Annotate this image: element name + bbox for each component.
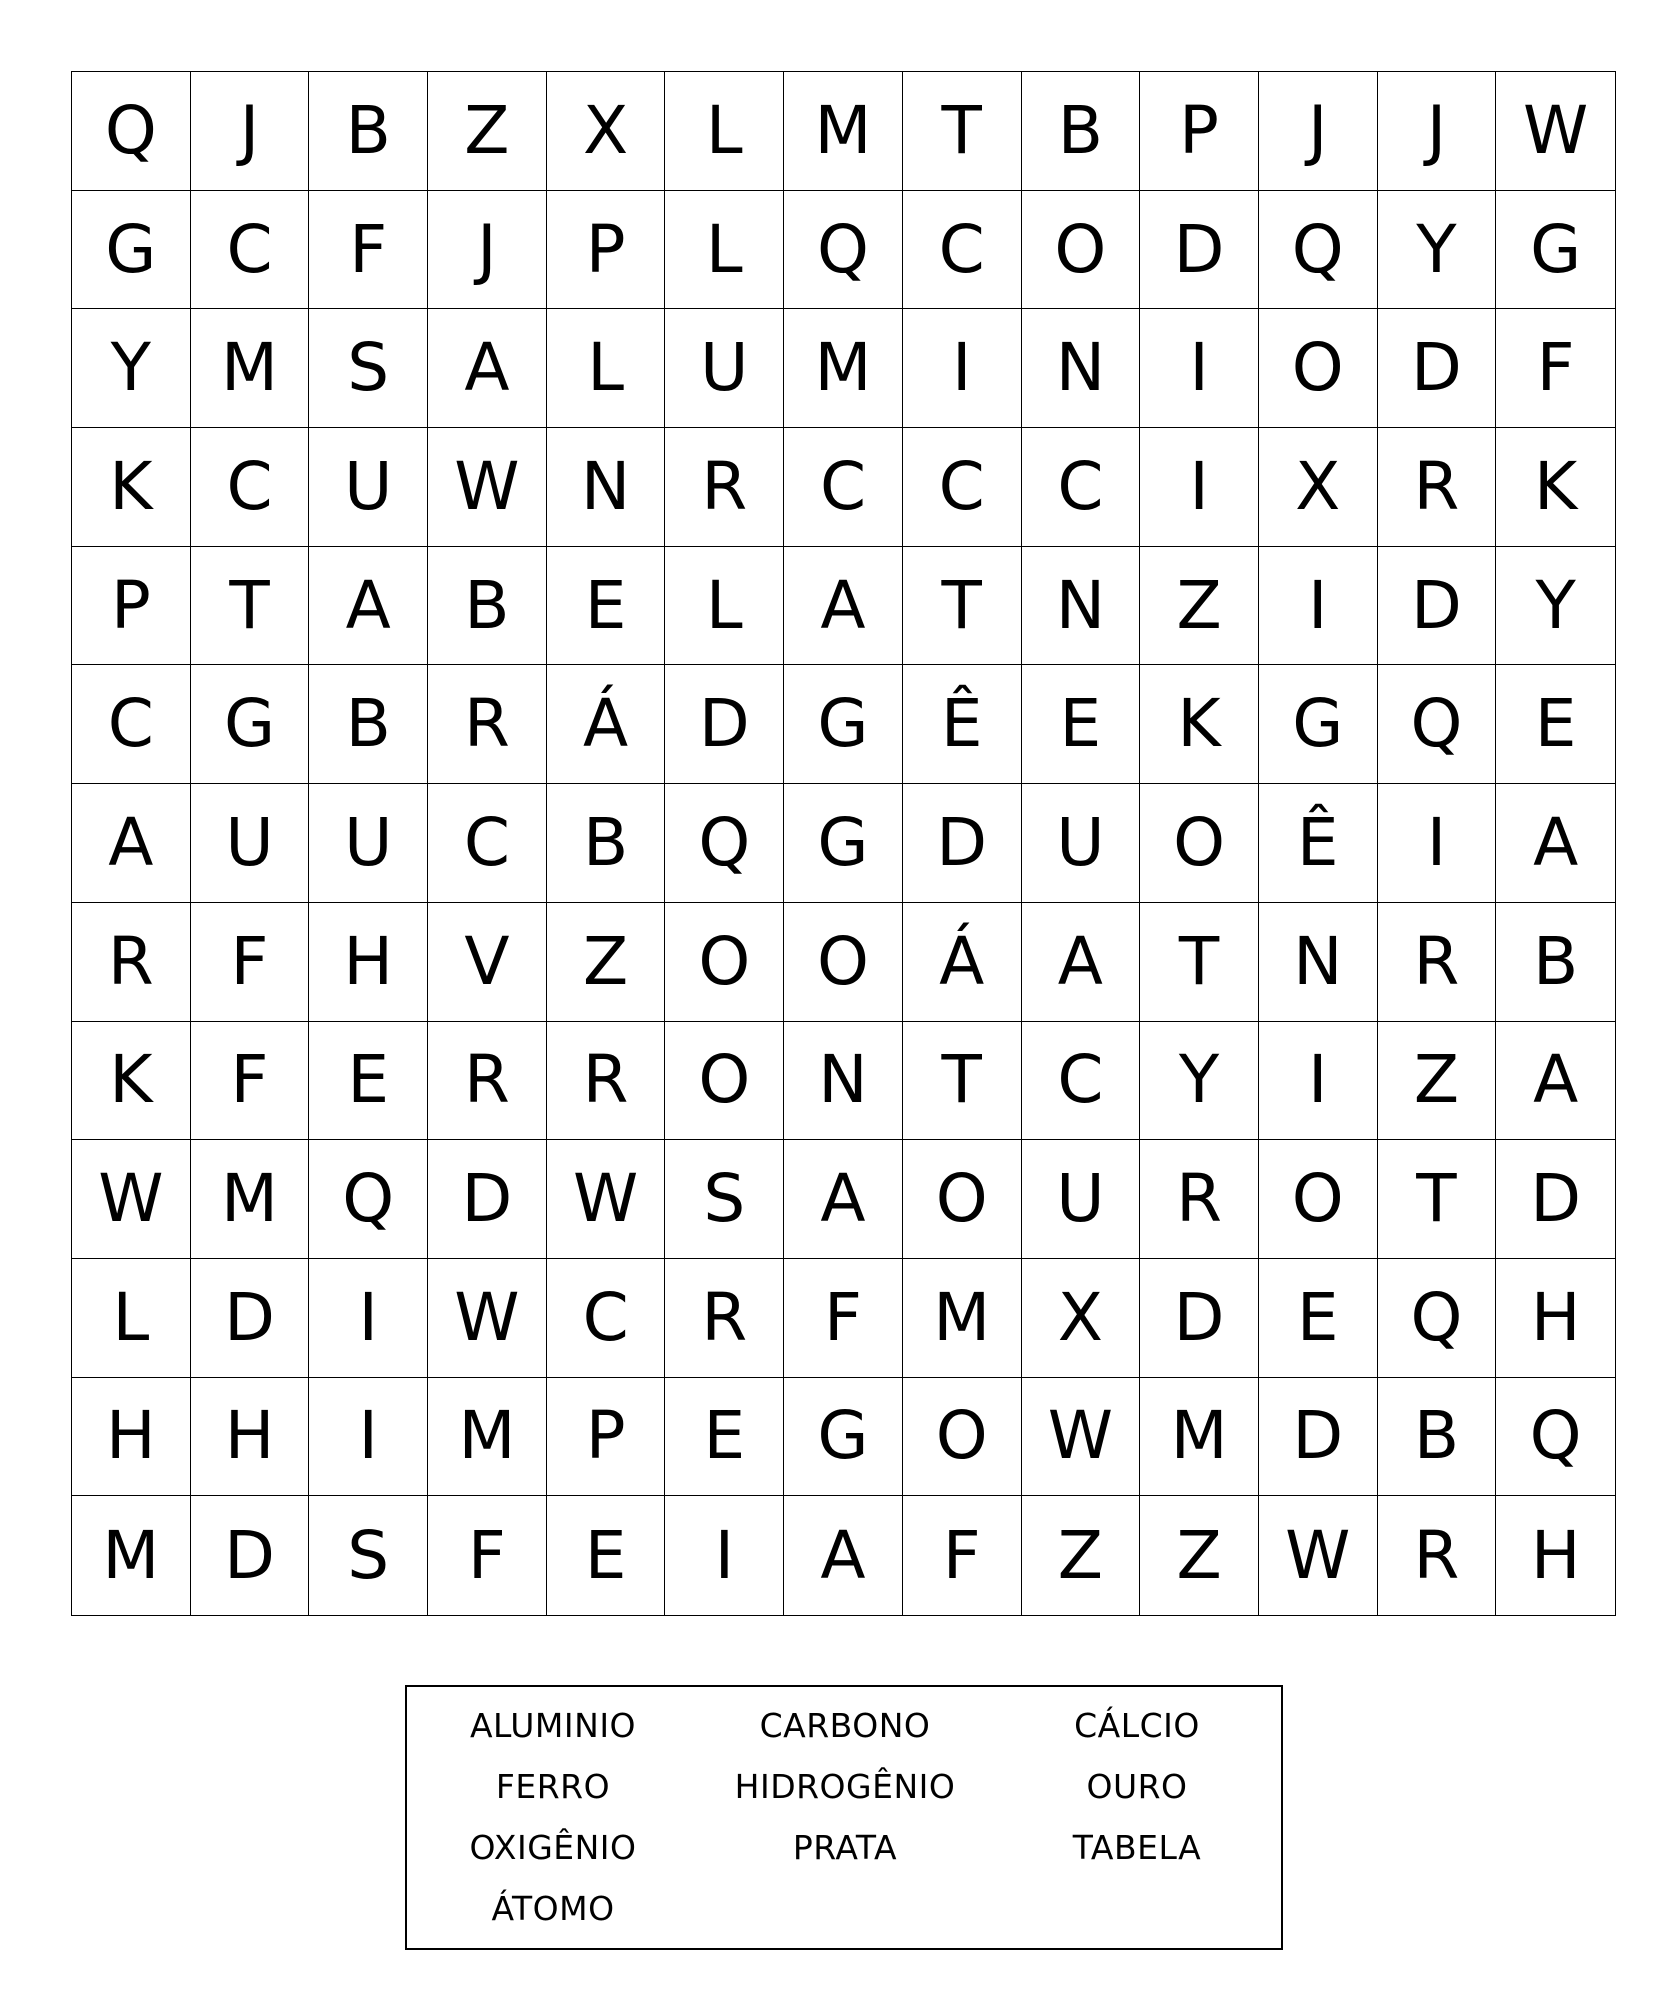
word-list-item: TABELA [1072, 1828, 1202, 1867]
grid-cell[interactable]: N [1022, 547, 1141, 666]
grid-cell[interactable]: B [309, 665, 428, 784]
grid-cell[interactable]: G [1496, 191, 1615, 310]
grid-cell[interactable]: U [309, 784, 428, 903]
word-list-item: CARBONO [759, 1706, 931, 1745]
grid-cell[interactable]: K [72, 428, 191, 547]
grid-cell[interactable]: Z [1140, 547, 1259, 666]
grid-cell[interactable]: R [1140, 1140, 1259, 1259]
grid-cell[interactable]: M [191, 309, 310, 428]
grid-cell[interactable]: T [903, 547, 1022, 666]
grid-cell[interactable]: Z [1022, 1496, 1141, 1615]
grid-cell[interactable]: U [309, 428, 428, 547]
grid-cell[interactable]: J [1378, 72, 1497, 191]
grid-cell[interactable]: Y [1496, 547, 1615, 666]
grid-cell[interactable]: J [191, 72, 310, 191]
grid-cell[interactable]: O [1022, 191, 1141, 310]
grid-cell[interactable]: Ê [1259, 784, 1378, 903]
grid-cell[interactable]: A [1022, 903, 1141, 1022]
grid-cell[interactable]: Ê [903, 665, 1022, 784]
grid-cell[interactable]: O [665, 903, 784, 1022]
grid-cell[interactable]: W [428, 1259, 547, 1378]
grid-cell[interactable]: M [784, 309, 903, 428]
grid-cell[interactable]: C [1022, 428, 1141, 547]
grid-cell[interactable]: R [1378, 428, 1497, 547]
grid-cell[interactable]: D [428, 1140, 547, 1259]
grid-cell[interactable]: T [1140, 903, 1259, 1022]
grid-cell[interactable]: R [1378, 1496, 1497, 1615]
grid-cell[interactable]: A [72, 784, 191, 903]
word-list-item: OXIGÊNIO [469, 1828, 637, 1867]
grid-cell[interactable]: Y [1378, 191, 1497, 310]
grid-cell[interactable]: D [191, 1496, 310, 1615]
grid-cell[interactable]: W [428, 428, 547, 547]
grid-cell[interactable]: C [903, 428, 1022, 547]
grid-cell[interactable]: Á [903, 903, 1022, 1022]
grid-cell[interactable]: W [1022, 1378, 1141, 1497]
grid-cell[interactable]: G [784, 1378, 903, 1497]
grid-cell[interactable]: T [1378, 1140, 1497, 1259]
grid-cell[interactable]: B [1022, 72, 1141, 191]
grid-cell[interactable]: K [72, 1022, 191, 1141]
grid-cell[interactable]: E [1259, 1259, 1378, 1378]
grid-cell[interactable]: Q [1378, 1259, 1497, 1378]
grid-cell[interactable]: K [1140, 665, 1259, 784]
grid-cell[interactable]: O [1259, 309, 1378, 428]
grid-cell[interactable]: E [1022, 665, 1141, 784]
grid-cell[interactable]: F [428, 1496, 547, 1615]
grid-cell[interactable]: A [784, 1496, 903, 1615]
grid-cell[interactable]: I [1140, 428, 1259, 547]
grid-cell[interactable]: M [903, 1259, 1022, 1378]
grid-cell[interactable]: S [309, 1496, 428, 1615]
grid-cell[interactable]: Q [72, 72, 191, 191]
word-list-item: ÁTOMO [491, 1889, 615, 1928]
grid-cell[interactable]: C [428, 784, 547, 903]
grid-cell[interactable]: M [1140, 1378, 1259, 1497]
grid-cell[interactable]: E [547, 547, 666, 666]
grid-cell[interactable]: E [665, 1378, 784, 1497]
grid-cell[interactable]: N [547, 428, 666, 547]
grid-cell[interactable]: L [665, 72, 784, 191]
grid-cell[interactable]: R [428, 1022, 547, 1141]
grid-cell[interactable]: Y [72, 309, 191, 428]
grid-cell[interactable]: C [191, 428, 310, 547]
grid-cell[interactable]: L [547, 309, 666, 428]
grid-cell[interactable]: B [1378, 1378, 1497, 1497]
grid-cell[interactable]: Z [1378, 1022, 1497, 1141]
grid-cell[interactable]: Q [665, 784, 784, 903]
grid-cell[interactable]: O [1259, 1140, 1378, 1259]
grid-cell[interactable]: W [72, 1140, 191, 1259]
grid-cell[interactable]: H [1496, 1259, 1615, 1378]
grid-cell[interactable]: I [903, 309, 1022, 428]
grid-cell[interactable]: F [903, 1496, 1022, 1615]
word-list-item: OURO [1086, 1767, 1188, 1806]
grid-cell[interactable]: W [1259, 1496, 1378, 1615]
word-list-item: CÁLCIO [1074, 1706, 1200, 1745]
grid-cell[interactable]: K [1496, 428, 1615, 547]
grid-cell[interactable]: I [309, 1378, 428, 1497]
grid-cell[interactable]: Q [784, 191, 903, 310]
grid-cell[interactable]: Á [547, 665, 666, 784]
grid-cell[interactable]: M [784, 72, 903, 191]
word-list-item: ALUMINIO [469, 1706, 637, 1745]
grid-cell[interactable]: C [191, 191, 310, 310]
grid-cell[interactable]: G [1259, 665, 1378, 784]
grid-cell[interactable]: C [784, 428, 903, 547]
grid-cell[interactable]: A [1496, 784, 1615, 903]
word-list-item: PRATA [792, 1828, 898, 1867]
grid-cell[interactable]: C [547, 1259, 666, 1378]
grid-cell[interactable]: O [903, 1378, 1022, 1497]
grid-cell[interactable]: J [1259, 72, 1378, 191]
grid-cell[interactable]: Q [1259, 191, 1378, 310]
grid-cell[interactable]: D [1259, 1378, 1378, 1497]
grid-cell[interactable]: W [547, 1140, 666, 1259]
grid-cell[interactable]: H [1530, 1516, 1581, 1594]
grid-cell[interactable]: I [665, 1496, 784, 1615]
grid-cell[interactable]: X [547, 72, 666, 191]
grid-cell[interactable]: V [428, 903, 547, 1022]
grid-cell[interactable]: U [1022, 1140, 1141, 1259]
grid-cell[interactable]: M [72, 1496, 191, 1615]
grid-cell[interactable]: O [903, 1140, 1022, 1259]
grid-cell[interactable]: R [665, 428, 784, 547]
grid-cell[interactable]: F [191, 903, 310, 1022]
grid-cell[interactable]: E [1496, 665, 1615, 784]
grid-cell[interactable]: G [72, 191, 191, 310]
grid-cell[interactable]: H [191, 1378, 310, 1497]
grid-cell[interactable]: P [72, 547, 191, 666]
grid-cell[interactable]: B [428, 547, 547, 666]
grid-cell[interactable]: B [547, 784, 666, 903]
grid-cell[interactable]: W [1496, 72, 1615, 191]
grid-cell[interactable]: R [72, 903, 191, 1022]
grid-cell[interactable]: F [309, 191, 428, 310]
grid-cell[interactable]: X [1259, 428, 1378, 547]
grid-cell[interactable]: D [1496, 1140, 1615, 1259]
grid-cell[interactable]: D [903, 784, 1022, 903]
grid-cell[interactable]: S [665, 1140, 784, 1259]
grid-cell[interactable]: M [428, 1378, 547, 1497]
word-list-item: FERRO [495, 1767, 611, 1806]
grid-cell[interactable]: I [309, 1259, 428, 1378]
grid-cell[interactable]: Q [1496, 1378, 1615, 1497]
grid-cell[interactable]: A [784, 1140, 903, 1259]
grid-cell[interactable]: P [1140, 72, 1259, 191]
grid-cell[interactable]: T [903, 1022, 1022, 1141]
grid-cell[interactable]: D [1140, 191, 1259, 310]
letter-grid [71, 71, 1616, 1616]
grid-cell[interactable]: D [1140, 1259, 1259, 1378]
grid-cell[interactable]: F [191, 1022, 310, 1141]
grid-cell[interactable]: U [665, 309, 784, 428]
word-list-item: HIDROGÊNIO [734, 1767, 956, 1806]
grid-cell[interactable]: L [665, 547, 784, 666]
grid-cell[interactable]: N [1022, 309, 1141, 428]
grid-cell[interactable]: P [547, 1378, 666, 1497]
grid-cell[interactable]: G [191, 665, 310, 784]
grid-cell[interactable]: U [1022, 784, 1141, 903]
grid-cell[interactable]: O [665, 1022, 784, 1141]
grid-cell[interactable]: C [903, 191, 1022, 310]
grid-cell[interactable]: R [547, 1022, 666, 1141]
grid-cell[interactable]: H [72, 1378, 191, 1497]
grid-cell[interactable]: L [665, 191, 784, 310]
grid-cell[interactable]: A [1496, 1022, 1615, 1141]
grid-cell[interactable]: C [1022, 1022, 1141, 1141]
grid-cell[interactable]: I [1378, 784, 1497, 903]
grid-cell[interactable]: L [72, 1259, 191, 1378]
grid-cell[interactable]: J [428, 191, 547, 310]
grid-cell[interactable]: Z [547, 903, 666, 1022]
grid-cell[interactable]: I [1259, 1022, 1378, 1141]
grid-cell[interactable]: T [903, 72, 1022, 191]
grid-cell[interactable]: F [1496, 309, 1615, 428]
grid-cell[interactable]: Y [1140, 1022, 1259, 1141]
grid-cell[interactable]: G [784, 665, 903, 784]
grid-cell[interactable]: U [191, 784, 310, 903]
grid-cell[interactable]: M [191, 1140, 310, 1259]
grid-cell[interactable]: O [784, 903, 903, 1022]
grid-cell[interactable]: E [309, 1022, 428, 1141]
grid-cell[interactable]: B [309, 72, 428, 191]
grid-cell[interactable]: Z [428, 72, 547, 191]
grid-cell[interactable]: R [665, 1259, 784, 1378]
grid-cell[interactable]: D [665, 665, 784, 784]
grid-cell[interactable]: H [309, 903, 428, 1022]
grid-cell[interactable]: R [428, 665, 547, 784]
grid-cell[interactable]: D [1378, 309, 1497, 428]
grid-cell[interactable]: N [1259, 903, 1378, 1022]
grid-cell[interactable]: A [309, 547, 428, 666]
grid-cell[interactable]: S [309, 309, 428, 428]
grid-cell[interactable]: Q [1378, 665, 1497, 784]
grid-cell[interactable]: R [1378, 903, 1497, 1022]
grid-cell[interactable]: Q [309, 1140, 428, 1259]
grid-cell[interactable]: C [72, 665, 191, 784]
grid-cell[interactable]: E [547, 1496, 666, 1615]
grid-cell[interactable]: N [784, 1022, 903, 1141]
grid-cell[interactable]: T [191, 547, 310, 666]
grid-cell[interactable]: D [191, 1259, 310, 1378]
grid-cell[interactable]: X [1022, 1259, 1141, 1378]
word-list [405, 1685, 1283, 1950]
grid-cell[interactable]: Z [1140, 1496, 1259, 1615]
grid-cell[interactable]: I [1140, 309, 1259, 428]
grid-cell[interactable]: A [784, 547, 903, 666]
grid-cell[interactable]: P [547, 191, 666, 310]
grid-cell[interactable]: D [1378, 547, 1497, 666]
grid-cell[interactable]: G [784, 784, 903, 903]
grid-cell[interactable]: B [1496, 903, 1615, 1022]
grid-cell[interactable]: F [784, 1259, 903, 1378]
grid-cell[interactable]: A [428, 309, 547, 428]
grid-cell[interactable]: I [1259, 547, 1378, 666]
grid-cell[interactable]: O [1140, 784, 1259, 903]
